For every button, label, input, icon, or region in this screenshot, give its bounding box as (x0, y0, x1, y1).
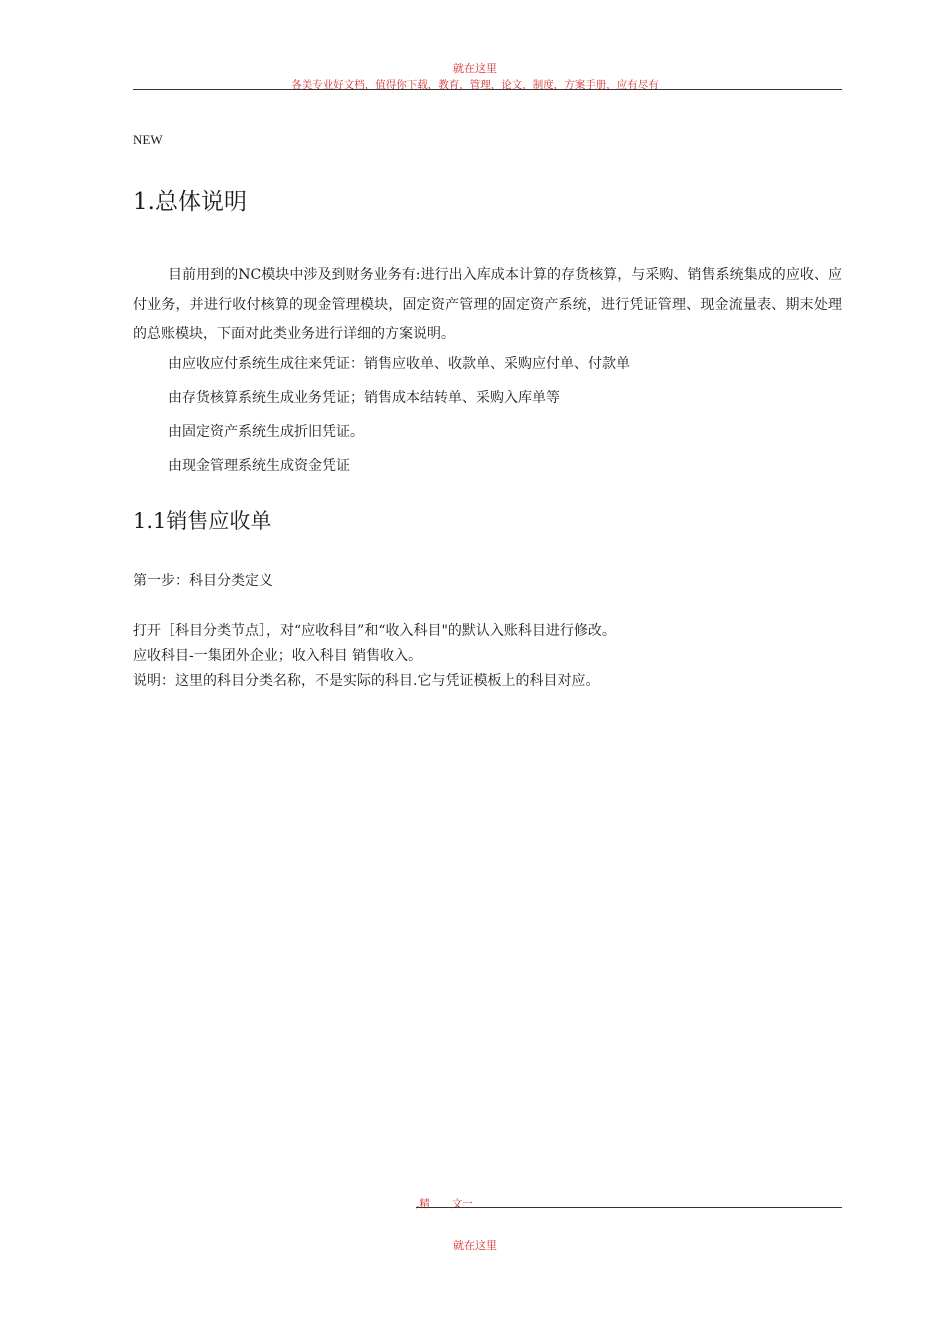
body-line-note: 说明：这里的科目分类名称，不是实际的科目.它与凭证模板上的科目对应。 (133, 673, 600, 689)
voucher-line-inventory: 由存货核算系统生成业务凭证；销售成本结转单、采购入库单等 (168, 390, 560, 406)
header-divider (133, 89, 842, 90)
new-label: NEW (133, 132, 163, 147)
section-heading-1-1: 1.1销售应收单 (133, 509, 272, 533)
intro-paragraph: 目前用到的NC模块中涉及到财务业务有:进行出入库成本计算的存货核算，与采购、销售系统集成的应收、应付业务，并进行收付核算的现金管理模块，固定资产管理的固定资产系统，进行凭证管理、现金流量表、期末处理的总账模块，下面对此类业务进行详细的方案说明。 (133, 267, 842, 342)
voucher-line-cash: 由现金管理系统生成资金凭证 (168, 458, 350, 474)
footer-divider (416, 1207, 842, 1208)
voucher-line-fixed-assets: 由固定资产系统生成折旧凭证。 (168, 424, 364, 440)
body-line-open-node: 打开［科目分类节点］，对“应收科目”和“收入科目"的默认入账科目进行修改。 (133, 623, 616, 639)
body-line-accounts: 应收科目-一集团外企业；收入科目 销售收入。 (133, 648, 423, 664)
footer-left-part-2: 文一 (451, 1198, 473, 1210)
voucher-line-ar-ap: 由应收应付系统生成往来凭证：销售应收单、收款单、采购应付单、付款单 (168, 356, 630, 372)
section-heading-1: 1.总体说明 (133, 189, 247, 215)
footer-bottom-text: 就在这里 (453, 1239, 497, 1252)
step-1-title: 第一步：科目分类定义 (133, 573, 273, 589)
header-subtitle: 各美专业好文档，值得你下载，教育，管理，论文，制度，方案手册，应有尽有 (291, 79, 659, 91)
footer-left-part-1: ,精 (416, 1198, 430, 1210)
footer-left-text (416, 1196, 473, 1211)
header-top-text: 就在这里 (453, 62, 497, 75)
